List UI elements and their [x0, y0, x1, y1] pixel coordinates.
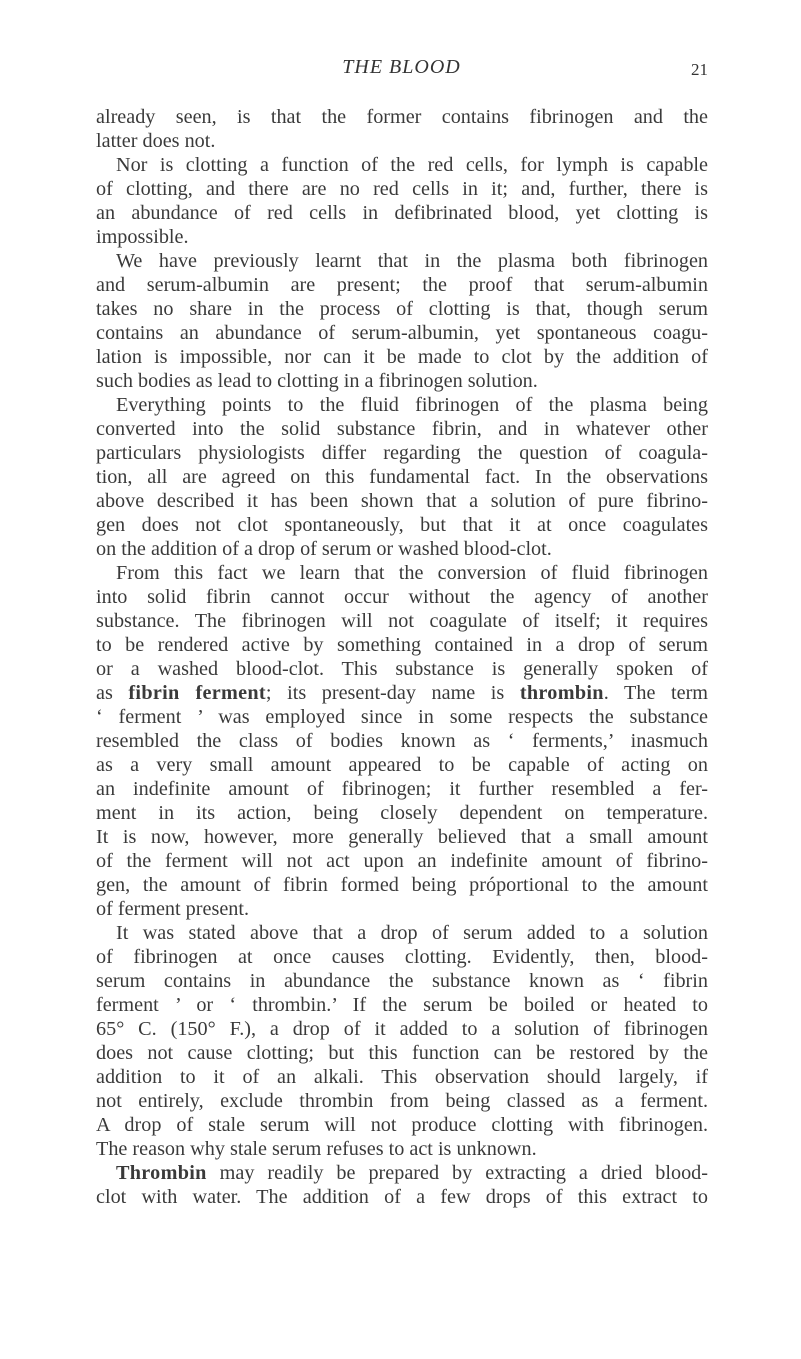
text-line: tion, all are agreed on this fundamental fact. In the observations [96, 466, 708, 488]
text-line: of ferment present. [96, 898, 250, 920]
text-fragment: ; its present-day name is [265, 682, 520, 704]
page-number: 21 [691, 60, 708, 79]
text-line: to be rendered active by something contained in a drop of serum [96, 634, 708, 656]
text-line: ment in its action, being closely dependent on temperature. [96, 802, 708, 824]
text-line-with-terms [96, 681, 708, 705]
text-line: ‘ ferment ’ was employed since in some respects the substance [96, 706, 708, 728]
text-line: resembled the class of bodies known as ‘ ferments,’ inasmuch [96, 730, 708, 752]
text-line: Everything points to the fluid fibrinogen of the plasma being [116, 394, 708, 416]
text-line: and serum-albumin are present; the proof that serum-albumin [96, 274, 708, 296]
text-line: does not cause clotting; but this function can be restored by the [96, 1042, 708, 1064]
text-fragment: . The term [603, 682, 709, 704]
text-line: serum contains in abundance the substance known as ‘ fibrin [96, 970, 708, 992]
text-line: particulars physiologists differ regarding the question of coagula- [96, 442, 708, 464]
text-line: addition to it of an alkali. This observation should largely, if [96, 1066, 708, 1088]
text-line: already seen, is that the former contains fibrinogen and the [96, 106, 708, 128]
text-line: into solid fibrin cannot occur without the agency of another [96, 586, 708, 608]
text-line: converted into the solid substance fibrin, and in whatever other [96, 418, 708, 440]
text-line: on the addition of a drop of serum or washed blood-clot. [96, 538, 552, 560]
running-title: THE BLOOD [342, 56, 461, 78]
text-line: gen, the amount of fibrin formed being próportional to the amount [96, 874, 708, 896]
text-line: of fibrinogen at once causes clotting. Evidently, then, blood- [96, 946, 708, 968]
text-fragment: as [96, 682, 129, 704]
term-thrombin: Thrombin [116, 1162, 207, 1184]
body-text [96, 105, 708, 1209]
text-line: substance. The fibrinogen will not coagulate of itself; it requires [96, 610, 708, 632]
text-line: an indefinite amount of fibrinogen; it further resembled a fer- [96, 778, 708, 800]
text-line: From this fact we learn that the conversion of fluid fibrinogen [116, 562, 708, 584]
text-line: A drop of stale serum will not produce clotting with fibrinogen. [96, 1114, 708, 1136]
text-line: above described it has been shown that a solution of pure fibrino- [96, 490, 708, 512]
text-line: latter does not. [96, 130, 216, 152]
text-line: contains an abundance of serum-albumin, yet spontaneous coagu- [96, 322, 708, 344]
text-line: It is now, however, more generally believed that a small amount [96, 826, 708, 848]
term-fibrin-ferment: fibrin ferment [128, 682, 266, 704]
text-line: The reason why stale serum refuses to act is unknown. [96, 1138, 537, 1160]
text-line: clot with water. The addition of a few drops of this extract to [96, 1186, 708, 1208]
text-line: such bodies as lead to clotting in a fibrinogen solution. [96, 370, 538, 392]
text-line: of the ferment will not act upon an indefinite amount of fibrino- [96, 850, 708, 872]
text-line: takes no share in the process of clotting is that, though serum [96, 298, 708, 320]
text-line: an abundance of red cells in defibrinated blood, yet clotting is [96, 202, 708, 224]
text-line: not entirely, exclude thrombin from being classed as a ferment. [96, 1090, 708, 1112]
text-line: as a very small amount appeared to be capable of acting on [96, 754, 708, 776]
text-line: or a washed blood-clot. This substance is generally spoken of [96, 658, 708, 680]
text-line: Nor is clotting a function of the red cells, for lymph is capable [116, 154, 708, 176]
text-fragment: may readily be prepared by extracting a dried blood- [206, 1162, 708, 1184]
text-line: We have previously learnt that in the plasma both fibrinogen [116, 250, 708, 272]
text-line: It was stated above that a drop of serum added to a solution [116, 922, 708, 944]
text-line-with-term [96, 1161, 708, 1185]
running-head [95, 56, 708, 84]
text-line: lation is impossible, nor can it be made to clot by the addition of [96, 346, 708, 368]
text-line: impossible. [96, 226, 189, 248]
text-line: ferment ’ or ‘ thrombin.’ If the serum be boiled or heated to [96, 994, 708, 1016]
text-line: 65° C. (150° F.), a drop of it added to a solution of fibrinogen [96, 1018, 708, 1040]
term-thrombin: thrombin [519, 682, 604, 704]
text-line: gen does not clot spontaneously, but that it at once coagulates [96, 514, 708, 536]
text-line: of clotting, and there are no red cells in it; and, further, there is [96, 178, 708, 200]
